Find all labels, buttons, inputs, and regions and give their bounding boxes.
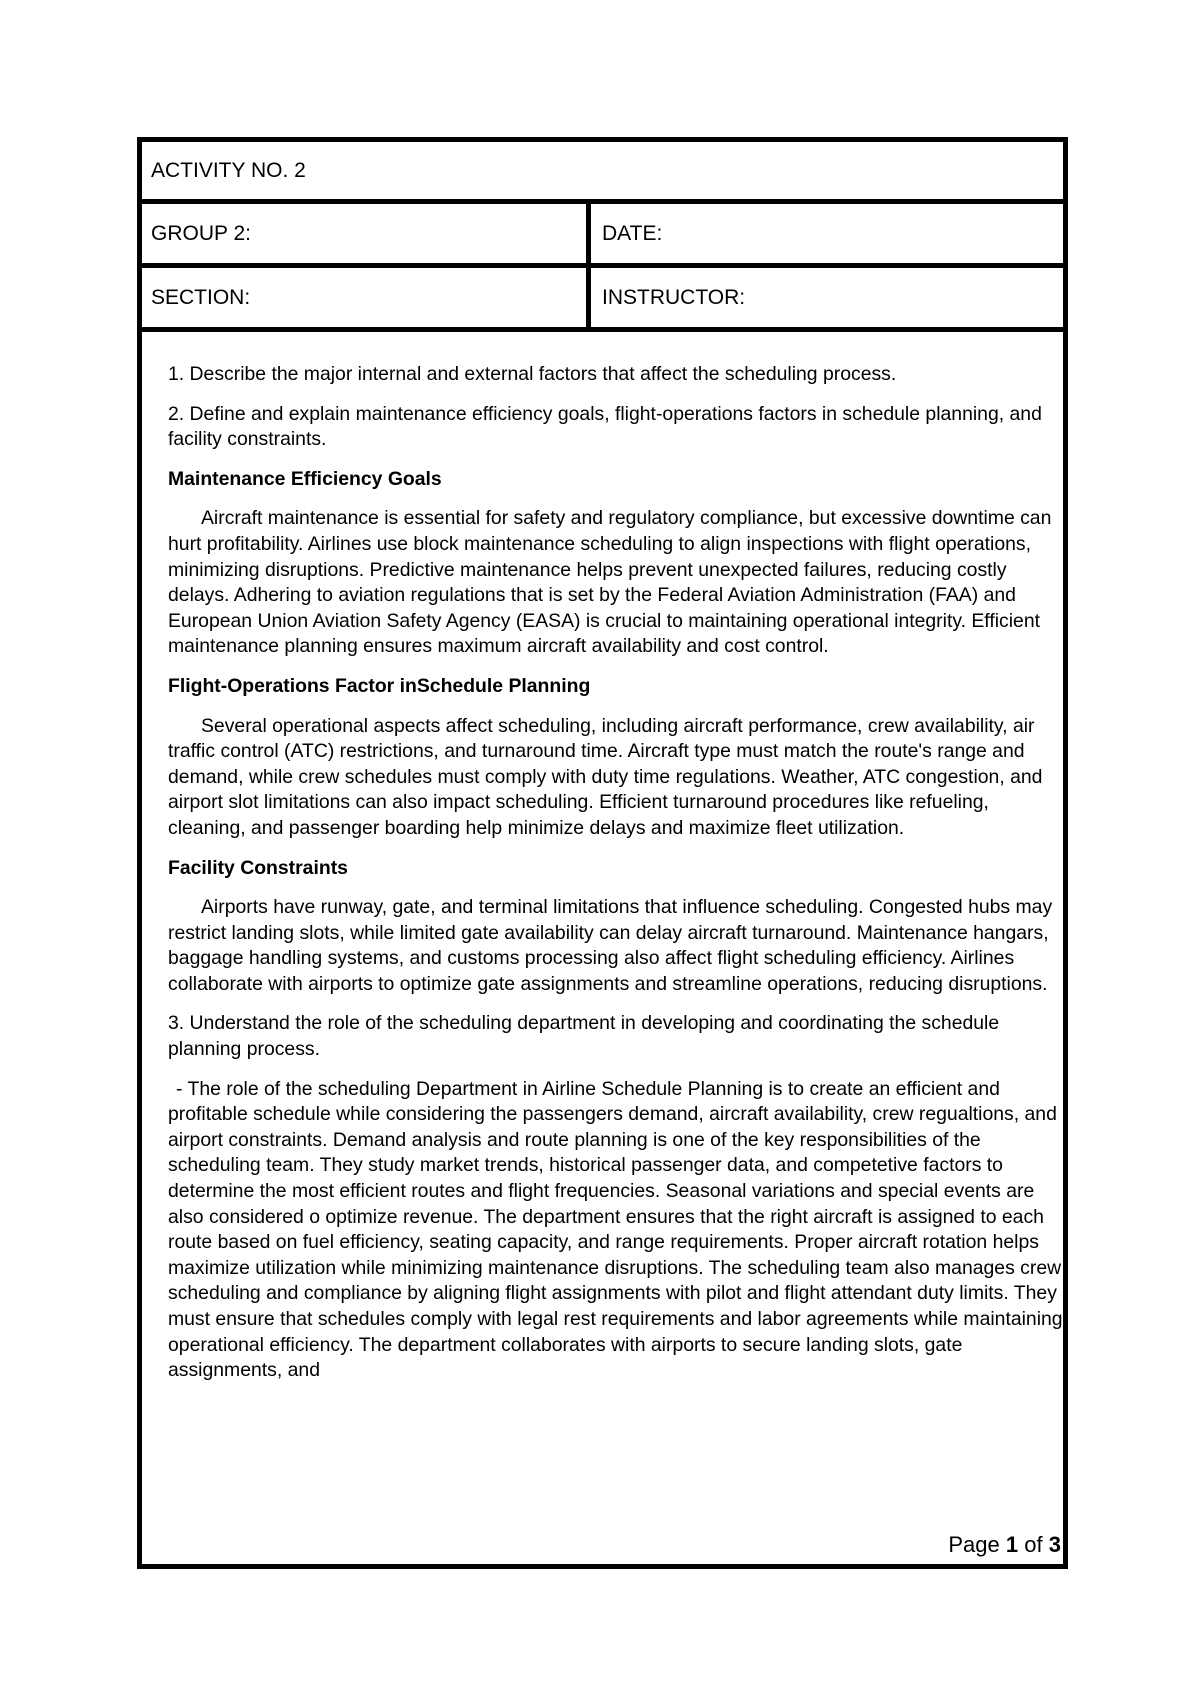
- question-2: 2. Define and explain maintenance efficiency goals, flight-operations factors in schedule planning, and facility constraints.: [168, 402, 1042, 451]
- section-field: SECTION:: [142, 268, 591, 327]
- activity-row: [142, 142, 1063, 204]
- scheduling-role-paragraph: - The role of the scheduling Department in Airline Schedule Planning is to create an efficient and profitable schedule while considering the passengers demand, aircraft availability, crew regualtions, and airport constraints. Demand analysis and route planning is one of the key responsibilities of the scheduling team. They study market trends, historical passenger data, and competetive factors to determine the most efficient routes and flight frequencies. Seasonal variations and special events are also considered o optimize revenue. The department ensures that the right aircraft is assigned to each route based on fuel efficiency, seating capacity, and range requirements. Proper aircraft rotation helps maximize utilization while minimizing maintenance disruptions. The scheduling team also manages crew scheduling and compliance by aligning flight assignments with pilot and flight attendant duty limits. They must ensure that schedules comply with legal rest requirements and labor agreements while maintaining operational efficiency. The department collaborates with airports to secure landing slots, gate assignments, and: [168, 1077, 1063, 1382]
- facility-constraints-paragraph: Airports have runway, gate, and terminal limitations that influence scheduling. Congested hubs may restrict landing slots, while limited gate availability can delay aircraft turnaround. Maintenance hangars, baggage handling systems, and customs processing also affect flight scheduling efficiency. Airlines collaborate with airports to optimize gate assignments and streamline operations, reducing disruptions.: [168, 896, 1053, 995]
- of-label: of: [1024, 1532, 1043, 1557]
- maintenance-heading: Maintenance Efficiency Goals: [168, 467, 442, 490]
- current-page-number: 1: [1005, 1532, 1019, 1557]
- question-3: 3. Understand the role of the scheduling department in developing and coordinating the schedule planning process.: [168, 1012, 1000, 1061]
- total-pages-number: 3: [1048, 1532, 1061, 1557]
- page-number: [948, 1532, 1061, 1558]
- answer-content: [142, 332, 1063, 1564]
- page-label: Page: [948, 1532, 1000, 1557]
- facility-constraints-heading: Facility Constraints: [168, 856, 348, 879]
- flight-operations-paragraph: Several operational aspects affect scheduling, including aircraft performance, crew availability, air traffic control (ATC) restrictions, and turnaround time. Aircraft type must match the route's range and demand, while crew schedules must comply with duty time regulations. Weather, ATC congestion, and airport slot limitations can also impact scheduling. Efficient turnaround procedures like refueling, cleaning, and passenger boarding help minimize delays and maximize fleet utilization.: [168, 714, 1043, 839]
- group-field: GROUP 2:: [142, 204, 591, 263]
- date-field: DATE:: [602, 221, 663, 245]
- instructor-field: INSTRUCTOR:: [602, 285, 746, 309]
- flight-operations-heading: Flight-Operations Factor inSchedule Planning: [168, 674, 591, 697]
- activity-number: ACTIVITY NO. 2: [151, 158, 306, 182]
- question-1: 1. Describe the major internal and external factors that affect the scheduling process.: [168, 363, 897, 385]
- maintenance-paragraph: Aircraft maintenance is essential for safety and regulatory compliance, but excessive downtime can hurt profitability. Airlines use block maintenance scheduling to align inspections with flight operations, minimizing disruptions. Predictive maintenance helps prevent unexpected failures, reducing costly delays. Adhering to aviation regulations that is set by the Federal Aviation Administration (FAA) and European Union Aviation Safety Agency (EASA) is crucial to maintaining operational integrity. Efficient maintenance planning ensures maximum aircraft availability and cost control.: [168, 507, 1052, 658]
- activity-sheet: [137, 137, 1068, 1569]
- group-date-row: [142, 204, 1063, 268]
- section-instructor-row: [142, 268, 1063, 332]
